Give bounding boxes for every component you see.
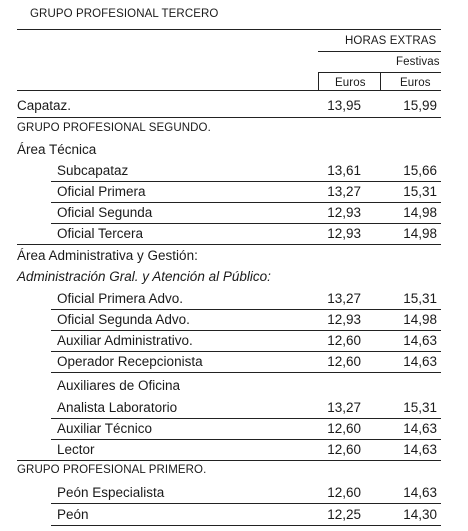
row-value-1: 12,60 xyxy=(327,333,361,348)
row-value-2: 14,63 xyxy=(403,485,437,500)
header-vline-left xyxy=(318,72,319,90)
section-heading: GRUPO PROFESIONAL SEGUNDO. xyxy=(17,122,211,134)
row-label: Operador Recepcionista xyxy=(57,354,203,369)
page-title: GRUPO PROFESIONAL TERCERO xyxy=(30,8,219,20)
subsection-heading: Área Técnica xyxy=(17,142,97,157)
row-label: Oficial Primera xyxy=(57,184,146,199)
row-label: Oficial Segunda xyxy=(57,205,153,220)
row-value-1: 12,93 xyxy=(327,205,361,220)
row-value-2: 15,31 xyxy=(403,184,437,199)
row-rule xyxy=(51,181,441,182)
row-value-1: 13,27 xyxy=(327,400,361,415)
row-value-2: 14,63 xyxy=(403,421,437,436)
row-value-1: 12,60 xyxy=(327,442,361,457)
row-value-2: 14,63 xyxy=(403,333,437,348)
row-value-2: 15,31 xyxy=(403,291,437,306)
row-label: Oficial Primera Advo. xyxy=(57,291,184,306)
row-rule xyxy=(17,117,441,118)
section-heading: GRUPO PROFESIONAL PRIMERO. xyxy=(17,464,207,476)
row-label: Analista Laboratorio xyxy=(57,400,178,415)
header-col2-unit: Euros xyxy=(400,77,431,89)
row-value-1: 12,93 xyxy=(327,226,361,241)
row-value-1: 13,27 xyxy=(327,291,361,306)
row-rule xyxy=(51,439,441,440)
subsection-heading-italic: Administración Gral. y Atención al Público: xyxy=(17,269,271,284)
row-value-2: 15,99 xyxy=(403,98,437,113)
row-rule xyxy=(51,525,441,526)
header-horas-extras: HORAS EXTRAS xyxy=(345,35,437,47)
row-rule xyxy=(51,372,441,373)
row-label: Peón Especialista xyxy=(57,485,165,500)
row-value-2: 14,98 xyxy=(403,226,437,241)
row-value-1: 12,60 xyxy=(327,485,361,500)
row-label: Oficial Tercera xyxy=(57,226,144,241)
row-value-2: 15,31 xyxy=(403,400,437,415)
row-rule xyxy=(17,460,441,461)
row-label: Subcapataz xyxy=(57,163,129,178)
subgroup-heading: Auxiliares de Oficina xyxy=(57,378,181,393)
row-value-1: 13,61 xyxy=(327,163,361,178)
row-value-1: 13,95 xyxy=(327,98,361,113)
row-label: Auxiliar Administrativo. xyxy=(57,333,193,348)
row-value-1: 12,60 xyxy=(327,354,361,369)
row-value-1: 12,60 xyxy=(327,421,361,436)
row-label: Lector xyxy=(57,442,95,457)
row-rule xyxy=(51,418,441,419)
row-value-2: 14,98 xyxy=(403,205,437,220)
row-rule xyxy=(51,351,441,352)
row-rule xyxy=(51,330,441,331)
row-rule xyxy=(17,244,441,245)
header-festivas: Festivas xyxy=(396,56,440,68)
row-label: Peón xyxy=(57,507,89,522)
row-rule xyxy=(51,503,441,504)
row-label: Oficial Segunda Advo. xyxy=(57,312,190,327)
subsection-heading: Área Administrativa y Gestión: xyxy=(17,248,198,263)
header-rule-3 xyxy=(17,90,441,91)
row-value-2: 14,63 xyxy=(403,442,437,457)
header-vline-mid xyxy=(380,72,381,90)
row-label: Auxiliar Técnico xyxy=(57,421,153,436)
row-value-2: 15,66 xyxy=(403,163,437,178)
row-value-1: 12,25 xyxy=(327,507,361,522)
row-value-2: 14,63 xyxy=(403,354,437,369)
header-rule-1 xyxy=(318,51,441,52)
row-label: Capataz. xyxy=(17,98,72,113)
row-value-2: 14,98 xyxy=(403,312,437,327)
row-rule xyxy=(51,309,441,310)
top-rule xyxy=(17,29,441,30)
header-col1-unit: Euros xyxy=(335,77,366,89)
row-rule xyxy=(51,223,441,224)
row-value-2: 14,30 xyxy=(403,507,437,522)
row-rule xyxy=(51,202,441,203)
row-value-1: 12,93 xyxy=(327,312,361,327)
row-value-1: 13,27 xyxy=(327,184,361,199)
